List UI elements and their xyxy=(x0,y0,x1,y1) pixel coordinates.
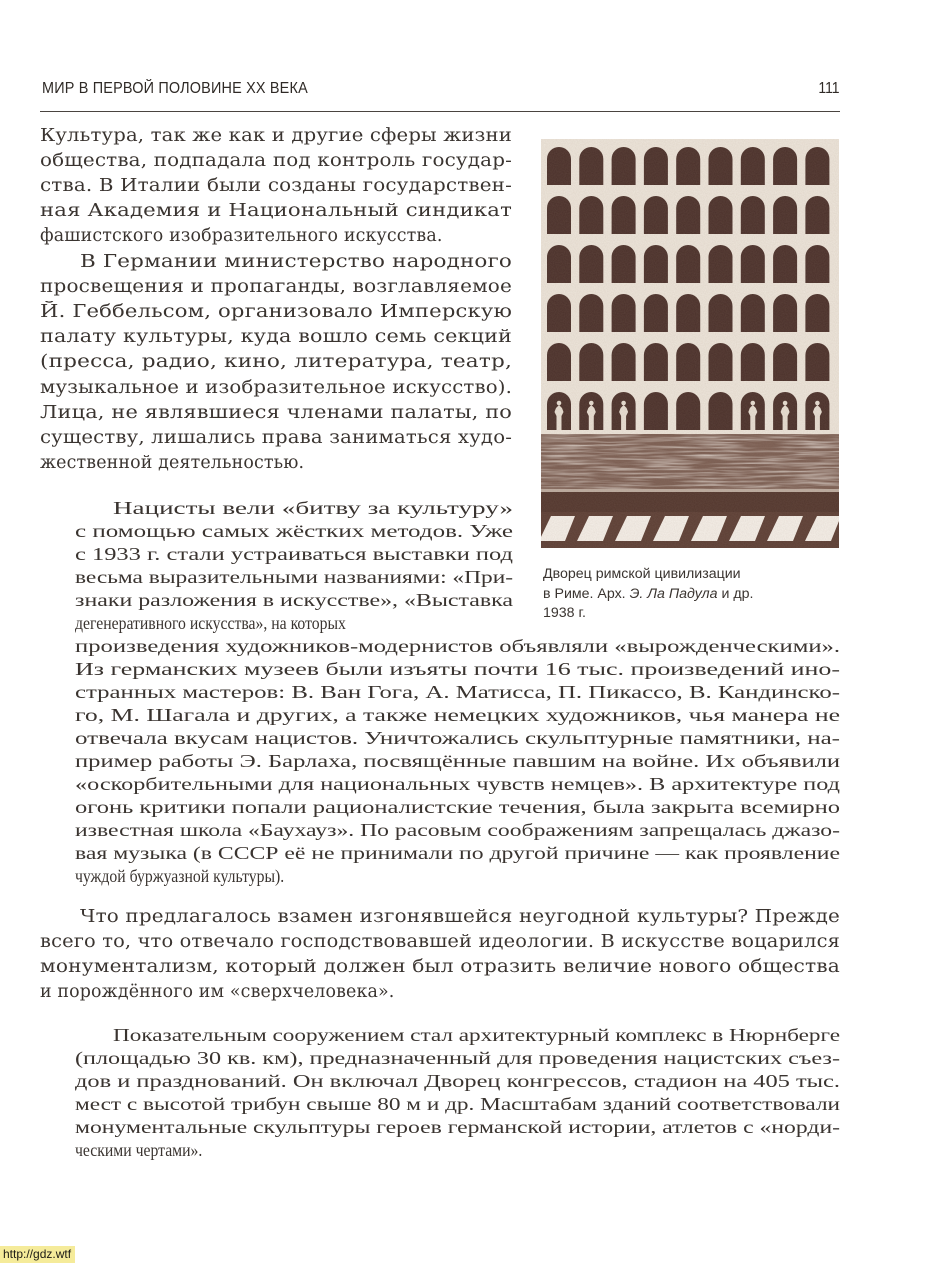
p2-line: Й. Геббельсом, организовало Имперскую xyxy=(40,302,512,323)
p1-line: общества, подпадала под контроль государ- xyxy=(40,151,512,172)
p5-line: ческими чертами». xyxy=(75,1140,203,1160)
p3-wide-line: отвечала вкусам нацистов. Уничтожались скульптурные памятники, на- xyxy=(75,728,841,748)
p3-wide-line: «оскорбительными для национальных чувств немцев». В архитектуре под xyxy=(75,774,841,794)
figure-photo xyxy=(541,139,839,548)
p3-wide-line: Из германских музеев были изъяты почти 16 тыс. произведений ино- xyxy=(75,659,840,679)
p5-line: монументальные скульптуры героев германской истории, атлетов с «норди- xyxy=(75,1117,840,1137)
p3-wide-line: го, М. Шагала и других, а также немецких художников, чья манера не xyxy=(75,705,841,725)
p2-line: просвещения и пропаганды, возглавляемое xyxy=(40,277,513,298)
grain-overlay xyxy=(541,139,839,548)
p3-wide-line: огонь критики попали рационалистские течения, была закрыта всемирно xyxy=(75,797,840,817)
p3-wide-line: странных мастеров: В. Ван Гога, А. Матисса, П. Пикассо, В. Кандинско- xyxy=(75,682,841,702)
p3-wide-line: известная школа «Баухауз». По расовым соображениям запрещалась джазо- xyxy=(75,820,840,840)
p3-narrow-line: дегенеративного искусства», на которых xyxy=(75,613,346,633)
caption-architect: Э. Ла Падула xyxy=(629,585,718,602)
header-rule xyxy=(40,111,840,112)
caption-line-2 xyxy=(543,585,843,605)
p3-wide-line: пример работы Э. Барлаха, посвящённые павшим на войне. Их объявили xyxy=(75,751,841,771)
palazzo-civilta-image xyxy=(541,139,839,548)
p1-line: Культура, так же как и другие сферы жизни xyxy=(40,126,512,146)
p3-wide-line: чуждой буржуазной культуры). xyxy=(75,866,285,886)
p4-line: и порождённого им «сверхчеловека». xyxy=(40,982,395,1002)
p3-narrow-line: знаки разложения в искусстве», «Выставка xyxy=(75,590,513,610)
p4-line: всего то, что отвечало господствовавшей идеологии. В искусстве воцарился xyxy=(40,932,840,952)
p3-wide-line: вая музыка (в СССР её не принимали по другой причине — как проявление xyxy=(75,843,840,863)
page-number: 111 xyxy=(818,80,840,97)
p4-line: монументализм, который должен был отразить величие нового общества xyxy=(40,957,840,977)
p1-line: ная Академия и Национальный синдикат xyxy=(40,201,512,222)
p2-line: палату культуры, куда вошло семь секций xyxy=(40,327,513,348)
p5-line: (площадью 30 кв. км), предназначенный для проведения нацистских съез- xyxy=(75,1048,841,1068)
p3-wide-line: произведения художников-модернистов объявляли «вырожденческими». xyxy=(75,636,841,656)
caption-line-1: Дворец римской цивилизации xyxy=(543,566,741,582)
p2-line: музыкальное и изобразительное искусство). xyxy=(40,377,513,398)
p3-narrow-line: с помощью самых жёстких методов. Уже xyxy=(75,521,514,541)
running-header xyxy=(42,80,840,104)
watermark-link[interactable]: http://gdz.wtf xyxy=(0,1246,75,1263)
p3-narrow-line: весьма выразительными названиями: «При- xyxy=(75,567,514,587)
p4-line: Что предлагалось взамен изгонявшейся неугодной культуры? Прежде xyxy=(80,907,840,927)
p3-narrow-line: с 1933 г. стали устраиваться выставки под xyxy=(75,544,514,564)
p5-line: дов и празднований. Он включал Дворец конгрессов, стадион на 405 тыс. xyxy=(75,1071,840,1091)
p5-line: Показательным сооружением стал архитектурный комплекс в Нюрнберге xyxy=(113,1025,841,1045)
running-title: МИР В ПЕРВОЙ ПОЛОВИНЕ XX ВЕКА xyxy=(42,80,308,97)
p5-line: мест с высотой трибун свыше 80 м и др. Масштабам зданий соответствовали xyxy=(75,1094,841,1114)
p1-line: ства. В Италии были созданы государствен- xyxy=(40,176,512,197)
figure-caption xyxy=(543,565,843,624)
p2-line: В Германии министерство народного xyxy=(80,252,513,272)
p3-narrow-line: Нацисты вели «битву за культуру» xyxy=(113,498,513,518)
p2-line: жественной деятельностью. xyxy=(40,452,305,473)
caption-text: и др. xyxy=(717,585,754,602)
caption-text: в Риме. Арх. xyxy=(543,585,630,602)
p2-line: существу, лишались права заниматься худо- xyxy=(40,427,513,448)
caption-line-3: 1938 г. xyxy=(543,605,586,621)
p2-line: Лица, не являвшиеся членами палаты, по xyxy=(40,402,512,423)
p2-line: (пресса, радио, кино, литература, театр, xyxy=(40,352,512,373)
p1-line: фашистского изобразительного искусства. xyxy=(40,226,443,247)
